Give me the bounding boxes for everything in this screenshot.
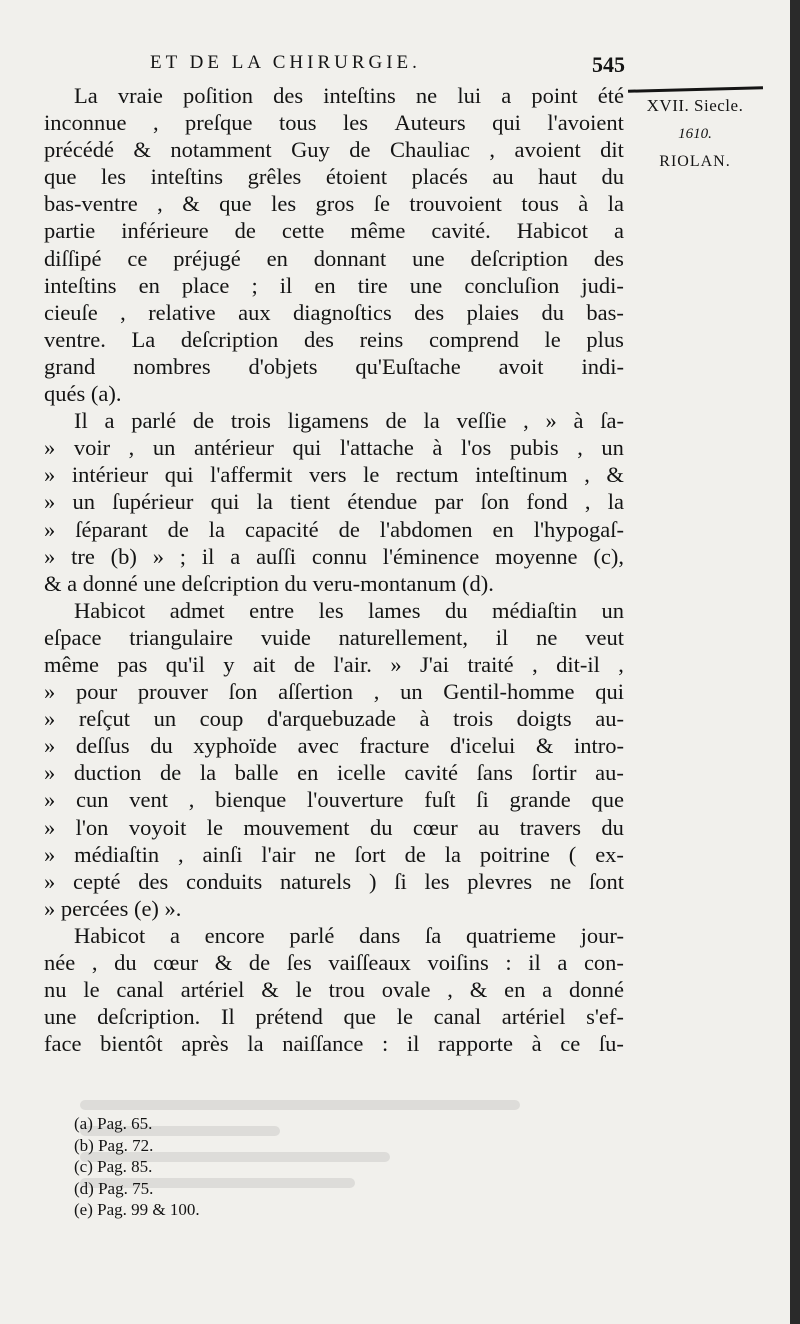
- text-line: » voir , un antérieur qui l'attache à l'os pubis , un: [44, 435, 624, 461]
- text-line: une deſcription. Il prétend que le canal artériel s'ef-: [44, 1004, 624, 1030]
- text-line: grand nombres d'objets qu'Euſtache avoit indi-: [44, 353, 624, 379]
- text-line: » cepté des conduits naturels ) ſi les plevres ne ſont: [44, 868, 624, 894]
- text-line: face bientôt après la naiſſance : il rapporte à ce ſu-: [44, 1031, 624, 1057]
- page-edge: [790, 0, 800, 1324]
- margin-note: [625, 92, 765, 176]
- text-line: diſſipé ce préjugé en donnant une deſcription des: [44, 245, 624, 271]
- text-line: » médiaſtin , ainſi l'air ne ſort de la poitrine ( ex-: [44, 841, 624, 867]
- text-line: » ſéparant de la capacité de l'abdomen en l'hypogaſ-: [44, 516, 624, 542]
- margin-century: XVII. Siecle.: [646, 96, 744, 115]
- text-line: La vraie poſition des inteſtins ne lui a point été: [74, 83, 624, 108]
- text-line: » deſſus du xyphoïde avec fracture d'icelui & intro-: [44, 733, 624, 759]
- running-head: [150, 52, 625, 82]
- text-line: même pas qu'il y ait de l'air. » J'ai traité , dit-il ,: [44, 651, 624, 677]
- text-line: » un ſupérieur qui la tient étendue par ſon fond , la: [44, 489, 624, 515]
- text-line: » l'on voyoit le mouvement du cœur au travers du: [44, 814, 624, 840]
- text-line: précédé & notamment Guy de Chauliac , avoient dit: [44, 137, 624, 163]
- text-line: née , du cœur & de ſes vaiſſeaux voiſins : il a con-: [44, 950, 624, 975]
- text-line: Habicot a encore parlé dans ſa quatrieme jour-: [74, 922, 624, 948]
- text-line: » reſçut un coup d'arquebuzade à trois doigts au-: [44, 706, 624, 732]
- text-line: » percées (e) ».: [44, 895, 182, 921]
- footnote: (a) Pag. 65.: [74, 1114, 153, 1133]
- footnotes: [74, 1113, 374, 1221]
- text-line: » cun vent , bienque l'ouverture fuſt ſi grande que: [44, 787, 624, 813]
- footnote: (e) Pag. 99 & 100.: [74, 1200, 200, 1220]
- body-text: [44, 82, 624, 1057]
- text-line: partie inférieure de cette même cavité. Habicot a: [44, 218, 624, 244]
- running-head-title: ET DE LA CHIRURGIE.: [150, 52, 421, 73]
- text-line: inteſtins en place ; il en tire une concluſion judi-: [44, 272, 624, 298]
- margin-year: 1610.: [678, 126, 712, 142]
- text-line: » intérieur qui l'affermit vers le rectum inteſtinum , &: [44, 462, 624, 488]
- text-line: & a donné une deſcription du veru-montanum (d).: [44, 570, 494, 596]
- text-line: inconnue , preſque tous les Auteurs qui l'avoient: [44, 110, 624, 136]
- footnote: (b) Pag. 72.: [74, 1135, 154, 1155]
- text-line: ventre. La deſcription des reins comprend le plus: [44, 326, 624, 352]
- margin-name: RIOLAN.: [659, 153, 731, 170]
- text-line: bas-ventre , & que les gros ſe trouvoient tous à la: [44, 191, 624, 217]
- text-line: eſpace triangulaire vuide naturellement, il ne veut: [44, 624, 624, 650]
- page-number: 545: [592, 52, 625, 77]
- text-line: nu le canal artériel & le trou ovale , & en a donné: [44, 977, 624, 1003]
- footnote: (d) Pag. 75.: [74, 1178, 154, 1198]
- text-line: Habicot admet entre les lames du médiaſtin un: [74, 597, 624, 623]
- text-line: » duction de la balle en icelle cavité ſans ſortir au-: [44, 760, 624, 786]
- text-line: que les inteſtins grêles étoient placés au haut du: [44, 164, 624, 190]
- text-line: » pour prouver ſon aſſertion , un Gentil-homme qui: [44, 679, 624, 705]
- text-line: cieuſe , relative aux diagnoſtics des plaies du bas-: [44, 299, 624, 325]
- text-line: » tre (b) » ; il a auſſi connu l'éminence moyenne (c),: [44, 543, 624, 569]
- text-line: qués (a).: [44, 381, 122, 407]
- text-line: Il a parlé de trois ligamens de la veſſie , » à ſa-: [74, 408, 624, 434]
- footnote: (c) Pag. 85.: [74, 1157, 153, 1177]
